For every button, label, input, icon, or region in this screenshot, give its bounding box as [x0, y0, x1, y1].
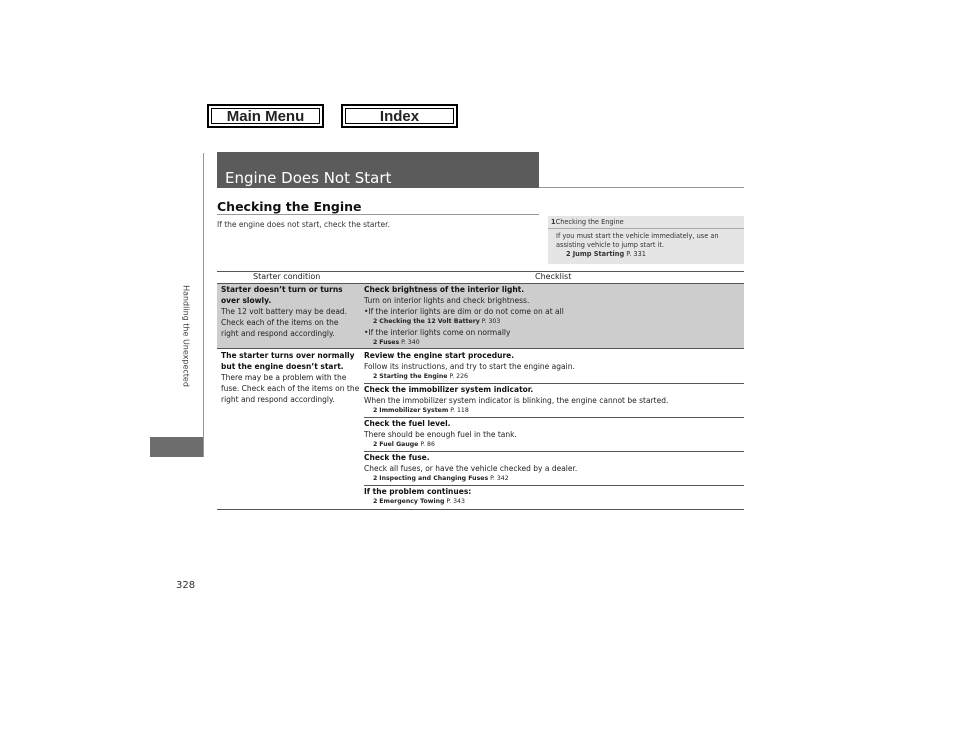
- reference-title: Checking the 12 Volt Battery: [379, 318, 480, 325]
- note-marker-icon: 1: [551, 218, 556, 226]
- checklist-heading: Check brightness of the interior light.: [364, 285, 525, 294]
- checklist-item: [364, 452, 744, 484]
- reference-title: Immobilizer System: [379, 407, 449, 414]
- checklist-item: [364, 350, 744, 382]
- reference-title: Starting the Engine: [379, 373, 448, 380]
- note-body-text: If you must start the vehicle immediately, use an assisting vehicle to jump start it.: [556, 232, 719, 249]
- checklist-item: [364, 284, 744, 348]
- bullet-text: If the interior lights come on normally: [368, 328, 511, 337]
- checklist-text: Check all fuses, or have the vehicle checked by a dealer.: [364, 464, 578, 473]
- reference-page: P. 343: [446, 498, 465, 505]
- chapter-tab[interactable]: [150, 437, 203, 457]
- reference-link[interactable]: [364, 338, 744, 348]
- reference-title: Inspecting and Changing Fuses: [379, 475, 489, 482]
- table-row-condition: [221, 350, 361, 405]
- checklist-heading: If the problem continues:: [364, 487, 472, 496]
- reference-page: P. 86: [420, 441, 435, 448]
- checklist-heading: Check the fuel level.: [364, 419, 451, 428]
- reference-page: P. 340: [401, 339, 420, 346]
- chapter-side-label: Handling the Unexpected: [181, 285, 191, 387]
- reference-link[interactable]: [364, 440, 744, 450]
- reference-link[interactable]: [364, 317, 744, 327]
- checklist-heading: Check the fuse.: [364, 453, 430, 462]
- reference-link[interactable]: [364, 474, 744, 484]
- reference-arrow-icon: 2: [373, 318, 378, 325]
- section-rule: [217, 214, 539, 215]
- side-note: [548, 216, 744, 264]
- note-reference-link[interactable]: [556, 250, 736, 259]
- reference-page: P. 342: [490, 475, 509, 482]
- reference-arrow-icon: 2: [373, 475, 378, 482]
- checklist-heading: Review the engine start procedure.: [364, 351, 515, 360]
- bullet-text: If the interior lights are dim or do not come on at all: [368, 307, 564, 316]
- bullet-icon: •: [364, 307, 369, 316]
- note-ref-title: Jump Starting: [572, 250, 625, 258]
- side-divider: [203, 153, 204, 457]
- reference-arrow-icon: 2: [373, 441, 378, 448]
- checklist-item: [364, 486, 744, 507]
- checklist-text: Follow its instructions, and try to start the engine again.: [364, 362, 575, 371]
- page-title: Engine Does Not Start: [217, 152, 539, 188]
- section-heading: Checking the Engine: [217, 199, 362, 214]
- condition-heading: The starter turns over normally but the engine doesn’t start.: [221, 351, 355, 371]
- checklist-item: [364, 418, 744, 450]
- note-ref-page: P. 331: [626, 250, 647, 258]
- section-intro: If the engine does not start, check the starter.: [217, 220, 390, 229]
- main-menu-button[interactable]: Main Menu: [207, 104, 324, 128]
- column-header-checklist: Checklist: [535, 272, 572, 281]
- checklist-text: There should be enough fuel in the tank.: [364, 430, 517, 439]
- condition-text: There may be a problem with the fuse. Check each of the items on the right and respond accordingly.: [221, 373, 360, 404]
- reference-title: Fuses: [379, 339, 400, 346]
- bullet-icon: •: [364, 328, 369, 337]
- reference-title: Emergency Towing: [379, 498, 445, 505]
- checklist-bullet: [364, 327, 744, 338]
- title-rule: [539, 187, 744, 188]
- checklist-heading: Check the immobilizer system indicator.: [364, 385, 534, 394]
- reference-title: Fuel Gauge: [379, 441, 419, 448]
- checklist-item: [364, 384, 744, 416]
- reference-arrow-icon: 2: [373, 339, 378, 346]
- reference-arrow-icon: 2: [373, 373, 378, 380]
- checklist-bullet: [364, 306, 744, 317]
- column-header-starter-condition: Starter condition: [253, 272, 321, 281]
- page-number: 328: [176, 580, 196, 591]
- reference-arrow-icon: 2: [373, 407, 378, 414]
- reference-link[interactable]: [364, 372, 744, 382]
- reference-page: P. 303: [481, 318, 501, 325]
- note-heading: [548, 216, 744, 229]
- table-row-condition: [221, 284, 356, 339]
- reference-page: P. 118: [450, 407, 469, 414]
- reference-link[interactable]: [364, 497, 744, 507]
- reference-page: P. 226: [449, 373, 468, 380]
- table-bottom-rule: [217, 509, 744, 510]
- reference-arrow-icon: 2: [373, 498, 378, 505]
- condition-text: The 12 volt battery may be dead. Check each of the items on the right and respond accordingly.: [221, 307, 348, 338]
- reference-arrow-icon: 2: [566, 250, 571, 258]
- checklist-text: When the immobilizer system indicator is blinking, the engine cannot be started.: [364, 396, 669, 405]
- index-button[interactable]: Index: [341, 104, 458, 128]
- reference-link[interactable]: [364, 406, 744, 416]
- condition-heading: Starter doesn’t turn or turns over slowly.: [221, 285, 343, 305]
- note-heading-text: Checking the Engine: [555, 218, 624, 226]
- checklist-text: Turn on interior lights and check brightness.: [364, 296, 530, 305]
